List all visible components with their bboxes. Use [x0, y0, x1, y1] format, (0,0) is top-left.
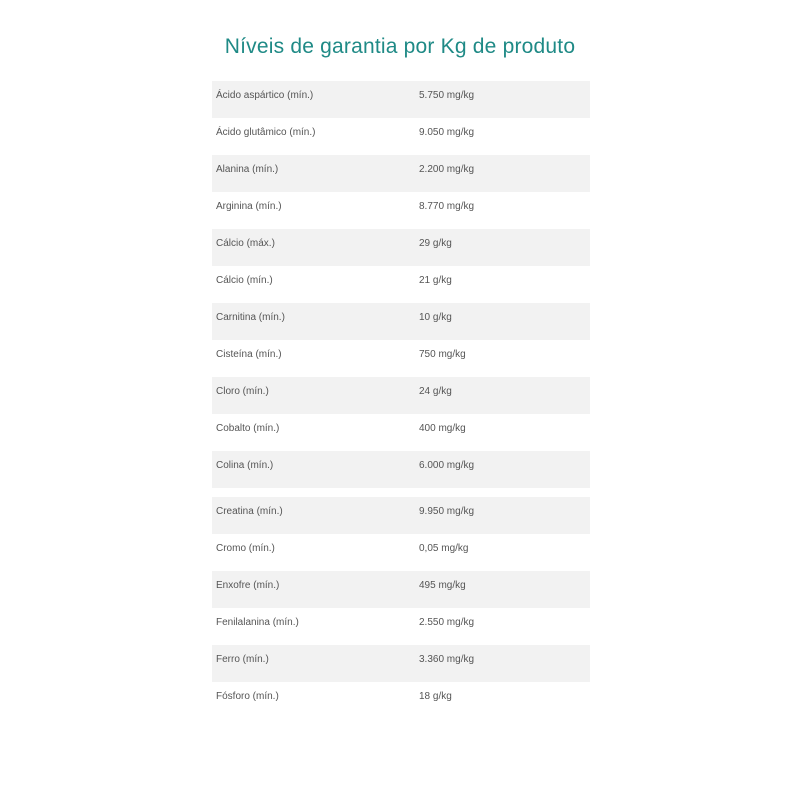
table-row	[212, 414, 590, 451]
nutrient-name: Ferro (mín.)	[216, 654, 269, 665]
table-row	[212, 534, 590, 571]
table-row	[212, 155, 590, 192]
nutrient-value: 8.770 mg/kg	[419, 201, 475, 212]
table-row	[212, 340, 590, 377]
nutrient-value: 29 g/kg	[419, 238, 452, 249]
guarantee-levels-table	[212, 81, 590, 719]
nutrient-value: 2.550 mg/kg	[419, 617, 475, 628]
nutrient-name: Cálcio (máx.)	[216, 238, 275, 249]
table-row	[212, 81, 590, 118]
nutrient-name: Ácido aspártico (mín.)	[216, 90, 314, 101]
nutrient-value: 9.950 mg/kg	[419, 506, 475, 517]
nutrient-name: Fósforo (mín.)	[216, 691, 279, 702]
nutrient-name: Colina (mín.)	[216, 460, 274, 471]
nutrient-name: Alanina (mín.)	[216, 164, 279, 175]
nutrient-value: 5.750 mg/kg	[419, 90, 475, 101]
nutrient-name: Cloro (mín.)	[216, 386, 269, 397]
nutrient-value: 3.360 mg/kg	[419, 654, 475, 665]
nutrient-value: 21 g/kg	[419, 275, 452, 286]
nutrient-name: Creatina (mín.)	[216, 506, 283, 517]
nutrient-name: Ácido glutâmico (mín.)	[216, 127, 316, 138]
nutrient-value: 24 g/kg	[419, 386, 452, 397]
table-row	[212, 608, 590, 645]
nutrient-value: 0,05 mg/kg	[419, 543, 469, 554]
table-row	[212, 451, 590, 488]
nutrient-value: 2.200 mg/kg	[419, 164, 475, 175]
table-row	[212, 192, 590, 229]
nutrient-value: 9.050 mg/kg	[419, 127, 475, 138]
table-row	[212, 497, 590, 534]
nutrient-name: Cisteína (mín.)	[216, 349, 282, 360]
table-row	[212, 303, 590, 340]
nutrient-name: Cálcio (mín.)	[216, 275, 273, 286]
table-row	[212, 571, 590, 608]
table-row	[212, 229, 590, 266]
page-title: Níveis de garantia por Kg de produto	[224, 35, 576, 58]
nutrient-name: Cobalto (mín.)	[216, 423, 280, 434]
nutrient-value: 495 mg/kg	[419, 580, 466, 591]
table-row	[212, 118, 590, 155]
nutrient-name: Cromo (mín.)	[216, 543, 275, 554]
nutrient-name: Fenilalanina (mín.)	[216, 617, 299, 628]
nutrient-value: 10 g/kg	[419, 312, 452, 323]
table-row	[212, 645, 590, 682]
table-row	[212, 266, 590, 303]
nutrient-name: Carnitina (mín.)	[216, 312, 285, 323]
nutrient-value: 400 mg/kg	[419, 423, 466, 434]
table-row	[212, 682, 590, 719]
nutrient-value: 6.000 mg/kg	[419, 460, 475, 471]
nutrient-name: Arginina (mín.)	[216, 201, 282, 212]
table-row	[212, 377, 590, 414]
nutrient-value: 750 mg/kg	[419, 349, 466, 360]
nutrient-name: Enxofre (mín.)	[216, 580, 280, 591]
nutrient-value: 18 g/kg	[419, 691, 452, 702]
